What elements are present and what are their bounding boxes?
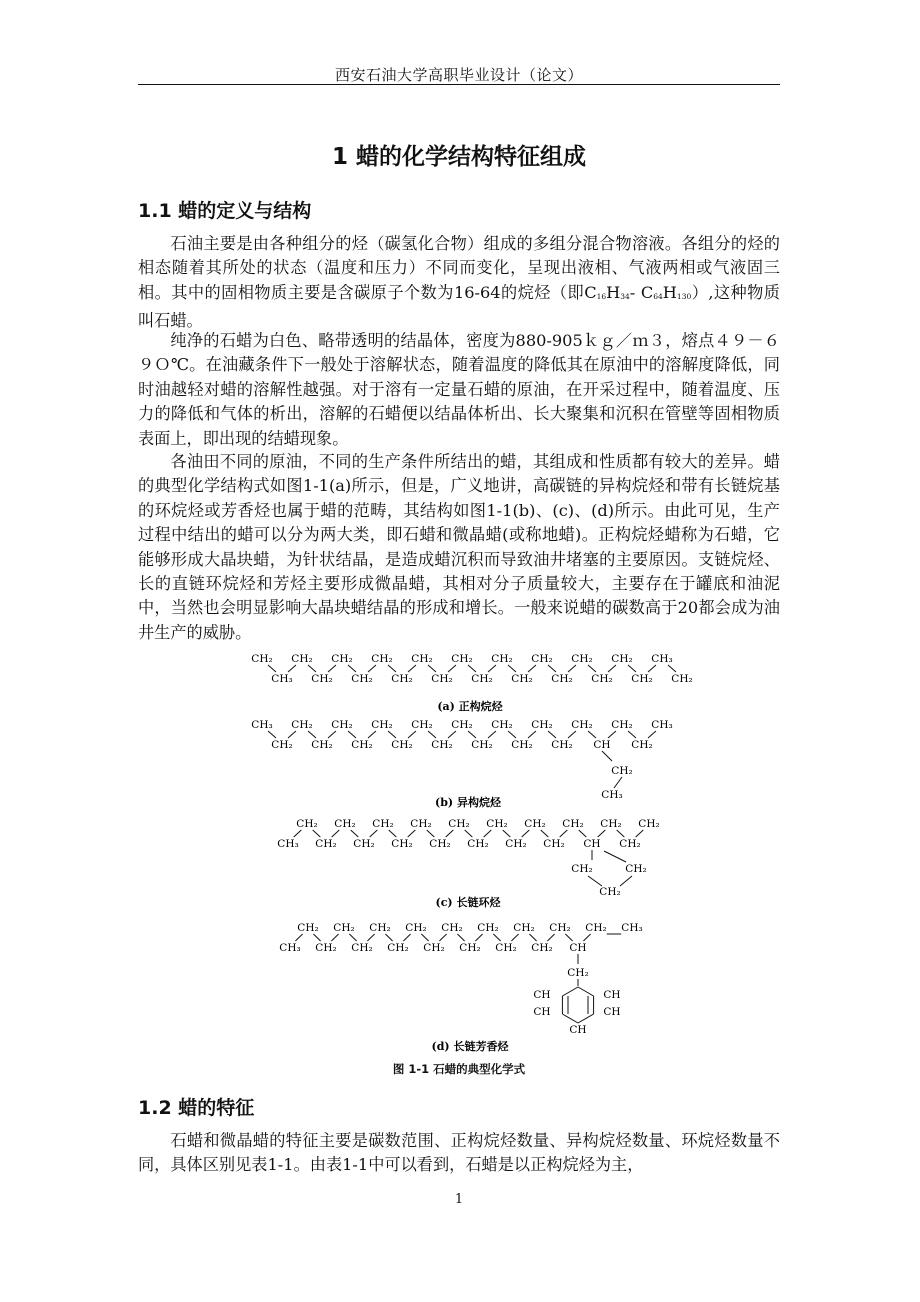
page-header: 西安石油大学高职毕业设计（论文） [334,66,583,84]
structure-b-top-atom: CH₂ [571,719,593,731]
structure-b-bond [388,731,396,738]
ring-atom-d: CH [533,989,551,1001]
paragraph-1-text: 石油主要是由各种组分的烃（碳氢化合物）组成的多组分混合物溶液。各组分的烃的相态随着其所处的状态（温度和压力）不同而变化，呈现出液相、气液两相或气液固三相。其中的固相物质主要是含碳原子个数为16-64的烷烃（即 [138,234,780,302]
figure-1-1-wax-structures [220,640,740,1080]
structure-c-bottom-atom: CH₂ [429,838,451,850]
structure-c-bond [351,830,359,837]
structure-c-bond [560,830,568,837]
branch-bond-b [614,777,622,788]
structure-c-bond [522,830,530,837]
structure-a-bottom-atom: CH₂ [511,673,533,685]
structure-d-bond [331,934,338,941]
structure-c-bond [636,830,644,837]
structure-d-bottom-atom: CH [569,942,587,954]
structure-a-bond [668,665,676,672]
structure-a-top-atom: CH₂ [291,653,313,665]
structure-d-bond [457,934,464,941]
structure-d-bond [313,934,320,941]
structure-a-bond [448,665,456,672]
structure-c-bottom-atom: CH₂ [543,838,565,850]
structure-b-bond [508,731,516,738]
structure-a-bond [608,665,616,672]
structure-b-bottom-atom: CH₂ [511,739,533,751]
structure-d-bond [349,934,356,941]
structure-c-bond [427,830,435,837]
structure-d-bond [295,934,302,941]
structure-d-top-atom: CH₂ [549,922,571,934]
structure-d-bond [367,934,374,941]
structure-a-bottom-atom: CH₂ [311,673,333,685]
structure-a-top-atom: CH₂ [371,653,393,665]
structure-a-bottom-atom: CH₂ [591,673,613,685]
structure-d-bond [493,934,500,941]
structure-b-bond [408,731,416,738]
section-title-1-1: 1.1 蜡的定义与结构 [138,200,312,222]
structure-c-top-atom: CH₂ [410,818,432,830]
structure-a-bond [308,665,316,672]
structure-c-top-atom: CH₂ [486,818,508,830]
structure-b-top-atom: CH₂ [291,719,313,731]
structure-c-bond [484,830,492,837]
structure-b-bottom-atom: CH₂ [471,739,493,751]
structure-d-bond [511,934,518,941]
structure-d-top-atom: CH₂ [405,922,427,934]
structure-d-top-atom: CH₂ [513,922,535,934]
structure-a-top-atom: CH₂ [611,653,633,665]
structure-d-bond [565,934,572,941]
structure-d-top-atom: CH₂ [297,922,319,934]
structure-a-bond [628,665,636,672]
structure-b-top-atom: CH₃ [651,719,673,731]
structure-a-bottom-atom: CH₂ [471,673,493,685]
structure-d-bottom-atom: CH₂ [351,942,373,954]
structure-b-bottom-atom: CH₂ [271,739,293,751]
structure-b-bond [348,731,356,738]
structure-b-bond [648,731,656,738]
structure-b-bond [328,731,336,738]
structure-c-bond [294,830,302,837]
page-number: 1 [454,1192,464,1207]
label-b: (b) 异构烷烃 [435,796,501,809]
structure-c-bond [503,830,511,837]
structure-b-bond [628,731,636,738]
structure-c-bond [579,830,587,837]
structure-a-bond [348,665,356,672]
structure-a-top-atom: CH₂ [451,653,473,665]
structure-d-bottom-atom: CH₂ [387,942,409,954]
structure-d-top-atom: CH₂ [585,922,607,934]
structure-c-bond [465,830,473,837]
header-rule [138,84,780,85]
structure-a-bond [368,665,376,672]
link-atom-d: CH₂ [567,967,589,979]
ring-atom-d: CH [533,1006,551,1018]
structure-d-bond [475,934,482,941]
structure-c-bottom-atom: CH₂ [315,838,337,850]
structure-b-top-atom: CH₂ [331,719,353,731]
ring-atom-c: CH₂ [599,886,621,898]
structure-b-top-atom: CH₂ [491,719,513,731]
structure-a-bottom-atom: CH₂ [551,673,573,685]
structure-c-bond [446,830,454,837]
structure-a-bond [388,665,396,672]
structure-d-bottom-atom: CH₂ [531,942,553,954]
structure-a-top-atom: CH₂ [571,653,593,665]
structure-c-top-atom: CH₂ [448,818,470,830]
structure-a-bond [488,665,496,672]
ring-atom-c: CH₂ [625,863,647,875]
structure-d-top-atom: CH₂ [477,922,499,934]
structure-b-bond [468,731,476,738]
structure-d-bond [439,934,446,941]
structure-b-bottom-atom: CH₂ [311,739,333,751]
structure-a-bond [528,665,536,672]
structure-b-top-atom: CH₂ [451,719,473,731]
structure-c-bottom-atom: CH [583,838,601,850]
structure-a-top-atom: CH₂ [251,653,273,665]
structure-b-bottom-atom: CH₂ [631,739,653,751]
structure-a-bond [568,665,576,672]
structure-a-bond [288,665,296,672]
structure-b-top-atom: CH₂ [371,719,393,731]
structure-d-top-atom: CH₂ [369,922,391,934]
structure-a-bond [428,665,436,672]
structure-c-bond [408,830,416,837]
structure-c-bond [598,830,606,837]
formula-c16h34-c64h130: C16H34- C64H130 [584,282,692,302]
structure-b-bond [488,731,496,738]
structure-d-bond [547,934,554,941]
structure-c-top-atom: CH₂ [600,818,622,830]
structure-c-bottom-atom: CH₂ [353,838,375,850]
structure-a-top-atom: CH₂ [411,653,433,665]
structure-a-bottom-atom: CH₂ [431,673,453,685]
structure-d-top-atom: CH₂ [333,922,355,934]
structure-a-top-atom: CH₂ [491,653,513,665]
structure-c-top-atom: CH₂ [296,818,318,830]
structure-c-bottom-atom: CH₂ [619,838,641,850]
structure-b-bottom-atom: CH₂ [551,739,573,751]
ring-bond-c [588,876,602,886]
structure-c-top-atom: CH₂ [638,818,660,830]
structure-a-bond [548,665,556,672]
label-d: (d) 长链芳香烃 [431,1040,509,1053]
structure-c-bond [332,830,340,837]
structure-c-top-atom: CH₂ [562,818,584,830]
ring-atom-d: CH [569,1024,587,1036]
structure-a-top-atom: CH₂ [331,653,353,665]
ring-atom-c: CH₂ [571,863,593,875]
structure-b-top-atom: CH₂ [411,719,433,731]
ring-atom-d: CH [603,1006,621,1018]
label-c: (c) 长链环烃 [435,896,501,909]
structure-d-bond [403,934,410,941]
structure-a-bond [468,665,476,672]
structure-a-bond [328,665,336,672]
structure-c-bottom-atom: CH₂ [505,838,527,850]
structure-d-bond [421,934,428,941]
structure-d-bottom-atom: CH₂ [315,942,337,954]
structure-b-bond [568,731,576,738]
benzene-bond [578,987,594,996]
structure-c-bond [617,830,625,837]
branch-bond-b [602,751,612,761]
structure-b-bottom-atom: CH₂ [391,739,413,751]
branch-atom-b: CH₃ [601,789,623,801]
paragraph-4: 石蜡和微晶蜡的特征主要是碳数范围、正构烷烃数量、异构烷烃数量、环烷烃数量不同，具体区别见表1-1。由表1-1中可以看到，石蜡是以正构烷烃为主， [138,1131,780,1175]
structure-d-bond [529,934,536,941]
structure-a-bottom-atom: CH₂ [671,673,693,685]
structure-drawing [220,640,740,1060]
structure-b-bond [428,731,436,738]
structure-d-bottom-atom: CH₃ [279,942,301,954]
structure-b-bottom-atom: CH₂ [431,739,453,751]
structure-a-bottom-atom: CH₃ [271,673,293,685]
structure-a-bottom-atom: CH₂ [391,673,413,685]
structure-c-top-atom: CH₂ [372,818,394,830]
figure-caption: 图 1-1 石蜡的典型化学式 [392,1062,526,1076]
structure-b-bond [268,731,276,738]
structure-b-top-atom: CH₂ [611,719,633,731]
structure-c-bond [389,830,397,837]
structure-a-bottom-atom: CH₂ [631,673,653,685]
chapter-title: 1 蜡的化学结构特征组成 [331,144,586,170]
benzene-bond [578,1014,594,1023]
branch-atom-b: CH₂ [611,765,633,777]
ring-atom-d: CH [603,989,621,1001]
structure-a-bond [508,665,516,672]
structure-b-bond [368,731,376,738]
structure-d-bond [385,934,392,941]
structure-d-bottom-atom: CH₂ [459,942,481,954]
ring-bond-c [620,876,632,886]
structure-d-top-atom: CH₂ [441,922,463,934]
structure-c-bond [370,830,378,837]
structure-a-bond [588,665,596,672]
structure-a-top-atom: CH₂ [531,653,553,665]
paragraph-2: 纯净的石蜡为白色、略带透明的结晶体，密度为880-905ｋｇ／ｍ３，熔点４９－６９Ｏ℃。在油藏条件下一般处于溶解状态，随着温度的降低其在原油中的溶解度降低，同时油越轻对蜡的溶解性越强。对于溶有一定量石蜡的原油，在开采过程中，随着温度、压力的降低和气体的析出，溶解的石蜡便以结晶体析出、长大聚集和沉积在管壁等固相物质表面上，即出现的结蜡现象。 [138,331,780,448]
benzene-bond [562,1014,578,1023]
paragraph-1-tail: ）,这种物质叫石蜡。 [138,282,780,331]
label-a: (a) 正构烷烃 [437,700,503,713]
benzene-bond [562,987,578,996]
structure-b-bond [588,731,596,738]
structure-c-bottom-atom: CH₂ [391,838,413,850]
structure-b-bottom-atom: CH₂ [351,739,373,751]
section-title-1-2: 1.2 蜡的特征 [138,1097,255,1119]
structure-a-top-atom: CH₃ [651,653,673,665]
structure-a-bond [268,665,276,672]
structure-d-bottom-atom: CH₂ [423,942,445,954]
paragraph-1 [138,232,780,334]
structure-a-bottom-atom: CH₂ [351,673,373,685]
ring-bond-c [604,851,626,862]
structure-b-bond [308,731,316,738]
structure-c-top-atom: CH₂ [334,818,356,830]
structure-b-top-atom: CH₃ [251,719,273,731]
structure-c-bond [541,830,549,837]
structure-b-bond [608,731,616,738]
structure-b-bottom-atom: CH [593,739,611,751]
structure-b-bond [448,731,456,738]
structure-b-bond [528,731,536,738]
structure-d-bottom-atom: CH₂ [495,942,517,954]
structure-c-bottom-atom: CH₂ [467,838,489,850]
structure-a-bond [408,665,416,672]
structure-c-bond [313,830,321,837]
structure-b-top-atom: CH₂ [531,719,553,731]
paragraph-3: 各油田不同的原油，不同的生产条件所结出的蜡，其组成和性质都有较大的差异。蜡的典型化学结构式如图1-1(a)所示，但是，广义地讲，高碳链的异构烷烃和带有长链烷基的环烷烃或芳香烃也属于蜡的范畴，其结构如图1-1(b)、(c)、(d)所示。由此可见，生产过程中结出的蜡可以分为两大类，即石蜡和微晶蜡(或称地蜡)。正构烷烃蜡称为石蜡，它能够形成大晶块蜡，为针状结晶，是造成蜡沉积而导致油井堵塞的主要原因。支链烷烃、长的直链环烷烃和芳烃主要形成微晶蜡，其相对分子质量较大，主要存在于罐底和油泥中，当然也会明显影响大晶块蜡结晶的形成和增长。一般来说蜡的碳数高于20都会成为油井生产的威胁。 [138,452,780,642]
structure-a-bond [648,665,656,672]
structure-c-bottom-atom: CH₃ [277,838,299,850]
structure-b-bond [548,731,556,738]
structure-b-bond [288,731,296,738]
structure-d-top-atom: CH₃ [621,922,643,934]
structure-d-bond [583,934,590,941]
structure-c-top-atom: CH₂ [524,818,546,830]
